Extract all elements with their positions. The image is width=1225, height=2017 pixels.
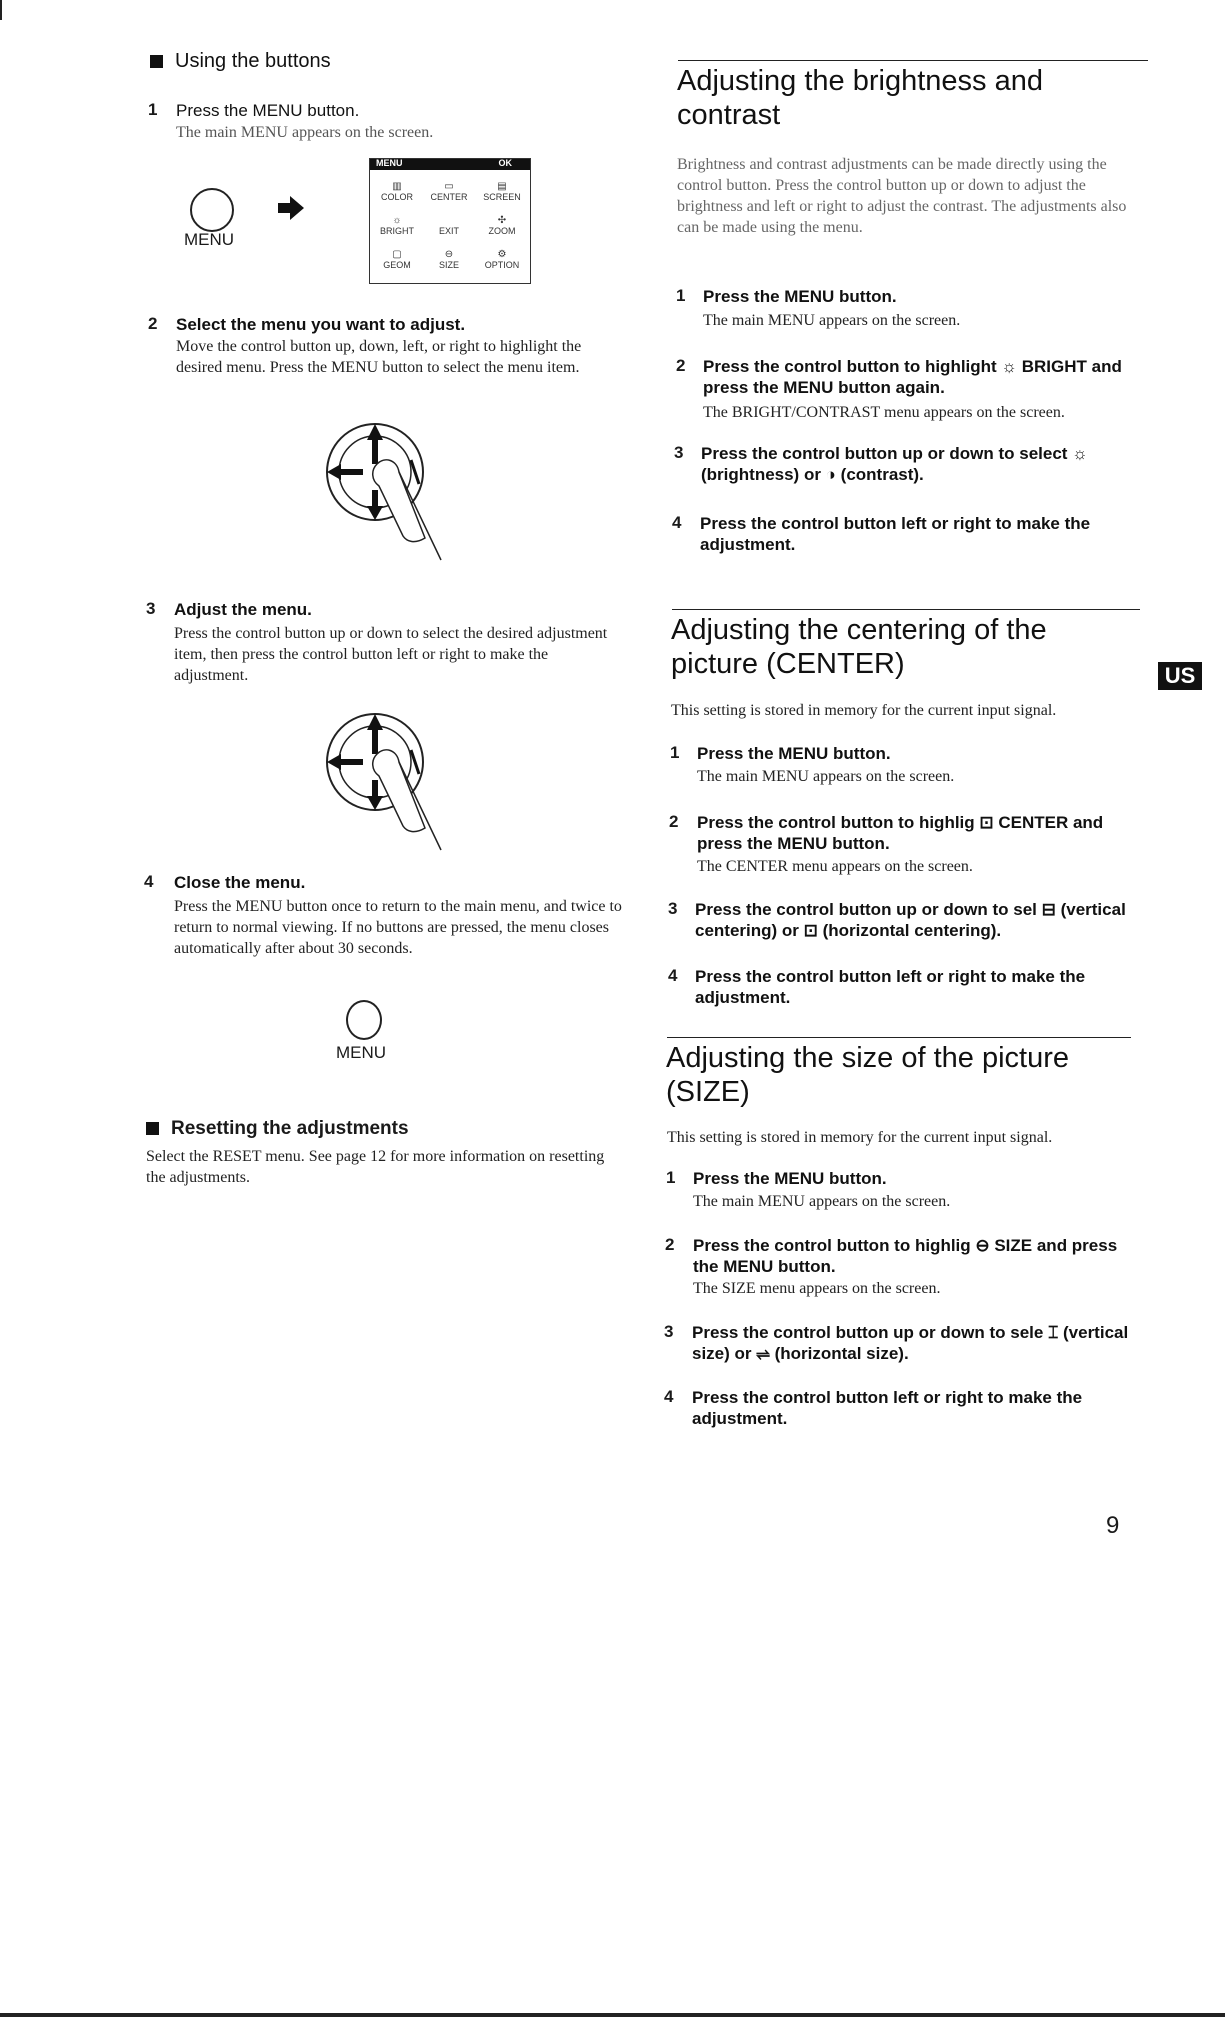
reset-heading [146,1118,409,1140]
center-step-3-title: Press the control button up or down to sel ⊟ (vertical centering) or ⊡ (horizontal centering). [695,900,1126,940]
menu-item-zoom [476,215,528,236]
left-step-2-body: Move the control button up, down, left, or right to highlight the desired menu. Press the MENU button to select the menu item. [176,338,582,376]
brightness-step-4-title: Press the control button left or right to make the adjustment. [700,514,1091,554]
menu-button-label-2: MENU [336,1043,387,1062]
left-step-2-number: 2 [148,314,158,333]
menu-item-size-label: SIZE [438,260,459,270]
menu-item-geom [372,249,422,270]
left-step-1-title: Press the MENU button. [176,101,360,120]
left-step-4-title: Close the menu. [174,873,306,892]
bullet-square [150,55,163,68]
section-rule-center [672,609,1140,610]
size-step-3-number: 3 [664,1322,674,1341]
size-step-2-title: Press the control button to highlig ⊖ SIZE and press the MENU button. [693,1236,1118,1276]
brightness-step-3-number: 3 [674,443,684,462]
menu-item-option [476,249,528,270]
size-heading: Adjusting the size of the picture (SIZE) [666,1042,1070,1108]
scan-edge-mark-top [0,0,2,20]
scan-edge-mark-bottom [0,2013,1225,2017]
menu-item-bright [372,215,422,236]
page-number: 9 [1106,1512,1120,1539]
size-step-3-title: Press the control button up or down to sele ⌶ (vertical size) or ⇌ (horizontal size). [692,1323,1129,1363]
center-step-2-body: The CENTER menu appears on the screen. [697,858,973,875]
color-icon: ▥ [392,181,402,192]
control-button-hand-illustration-2 [315,710,445,865]
left-step-4-body: Press the MENU button once to return to the main menu, and twice to return to normal viewing. If no buttons are pressed, the menu closes automatically after about 30 seconds. [174,898,622,957]
size-icon: ⊖ [444,249,454,260]
language-side-tab: US [1158,662,1202,690]
center-icon: ▭ [444,181,454,192]
arrow-right-icon [276,194,306,227]
menu-item-screen [476,181,528,202]
menu-item-screen-label: SCREEN [483,192,521,202]
size-step-1-body: The main MENU appears on the screen. [693,1193,951,1210]
brightness-step-1-body: The main MENU appears on the screen. [703,312,961,329]
menu-item-exit-label: EXIT [438,226,459,236]
brightness-step-3-title: Press the control button up or down to select ☼ (brightness) or ◑ (contrast). [701,444,1088,484]
section-rule-size [667,1037,1131,1038]
menu-titlebar [370,159,530,170]
menu-item-zoom-label: ZOOM [488,226,516,236]
left-step-2-title: Select the menu you want to adjust. [176,315,466,334]
reset-body: Select the RESET menu. See page 12 for more information on resetting the adjustments. [146,1148,605,1186]
menu-item-center [424,181,474,202]
using-buttons-heading [150,50,331,73]
left-step-4-number: 4 [144,872,154,891]
bright-icon: ☼ [392,215,402,226]
menu-item-geom-label: GEOM [383,260,411,270]
exit-icon [424,215,474,226]
left-step-3-number: 3 [146,599,156,618]
menu-item-size [424,249,474,270]
size-step-4-title: Press the control button left or right to make the adjustment. [692,1388,1083,1428]
menu-item-bright-label: BRIGHT [379,226,414,236]
center-step-3-number: 3 [668,899,678,918]
center-step-4-title: Press the control button left or right to make the adjustment. [695,967,1086,1007]
menu-titlebar-ok: OK [498,158,512,168]
brightness-step-1-title: Press the MENU button. [703,287,897,306]
size-intro: This setting is stored in memory for the current input signal. [667,1129,1053,1146]
menu-button-illustration-2 [346,1000,382,1040]
menu-item-color [372,181,422,202]
brightness-step-2-number: 2 [676,356,686,375]
menu-titlebar-label: MENU [376,158,403,168]
bullet-square-2 [146,1122,159,1135]
brightness-intro: Brightness and contrast adjustments can be made directly using the control button. Press the control button up or down to adjust the brightness and left or right to adjust the contrast. The adjustments also can be made using the menu. [677,156,1127,236]
brightness-heading: Adjusting the brightness and contrast [677,65,1043,131]
brightness-step-1-number: 1 [676,286,686,305]
brightness-step-2-body: The BRIGHT/CONTRAST menu appears on the screen. [703,404,1065,421]
menu-button-label: MENU [184,230,235,249]
size-step-2-body: The SIZE menu appears on the screen. [693,1280,941,1297]
size-step-2-number: 2 [665,1235,675,1254]
reset-heading-text: Resetting the adjustments [171,1118,409,1139]
using-buttons-heading-text: Using the buttons [175,50,331,72]
menu-item-color-label: COLOR [380,192,413,202]
center-step-2-number: 2 [669,812,679,831]
zoom-icon: ✣ [497,215,507,226]
left-step-1-body: The main MENU appears on the screen. [176,124,434,141]
on-screen-menu-illustration [369,158,531,284]
center-heading: Adjusting the centering of the picture (CENTER) [671,614,1047,680]
brightness-step-4-number: 4 [672,513,682,532]
center-step-4-number: 4 [668,966,678,985]
left-step-3-title: Adjust the menu. [174,600,312,619]
control-button-hand-illustration [315,420,445,575]
menu-item-option-label: OPTION [484,260,520,270]
option-icon: ⚙ [497,249,507,260]
center-intro: This setting is stored in memory for the current input signal. [671,702,1057,719]
size-step-1-title: Press the MENU button. [693,1169,887,1188]
size-step-4-number: 4 [664,1387,674,1406]
brightness-step-2-title: Press the control button to highlight ☼ BRIGHT and press the MENU button again. [703,357,1122,397]
left-step-1-number: 1 [148,100,158,119]
screen-icon: ▤ [497,181,507,192]
size-step-1-number: 1 [666,1168,676,1187]
menu-item-exit [424,215,474,236]
center-step-1-body: The main MENU appears on the screen. [697,768,955,785]
center-step-1-title: Press the MENU button. [697,744,891,763]
left-step-3-body: Press the control button up or down to select the desired adjustment item, then press the control button left or right to make the adjustment. [174,625,608,684]
center-step-2-title: Press the control button to highlig ⊡ CENTER and press the MENU button. [697,813,1104,853]
menu-button-illustration [190,188,234,232]
menu-item-center-label: CENTER [430,192,468,202]
center-step-1-number: 1 [670,743,680,762]
section-rule-brightness [678,60,1148,61]
geom-icon: ▢ [392,249,402,260]
